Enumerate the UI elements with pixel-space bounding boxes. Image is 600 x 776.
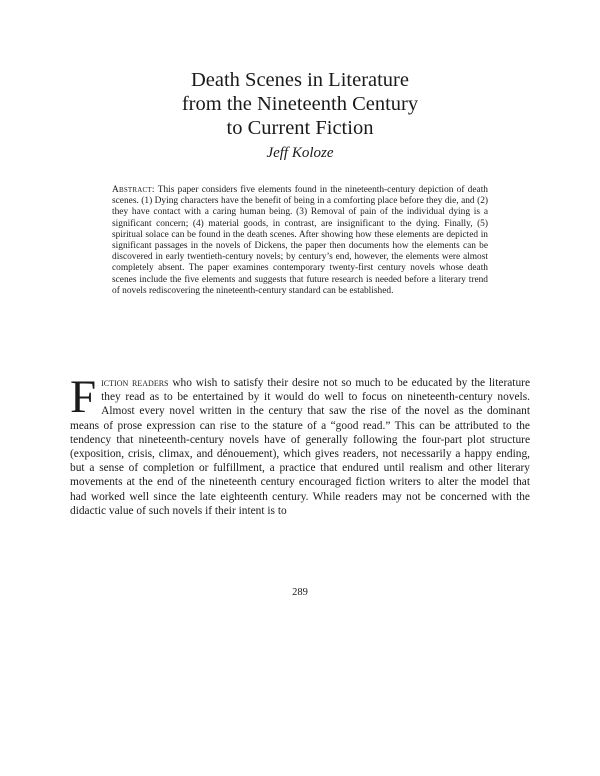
title-line-1: Death Scenes in Literature bbox=[190, 69, 409, 91]
title-line-2: from the Nineteenth Century bbox=[181, 93, 419, 115]
drop-cap: F bbox=[70, 371, 97, 423]
author-name: Jeff Koloze bbox=[266, 145, 334, 161]
abstract-text: This paper considers five elements found in the nineteenth-century depiction of death scenes. (1) Dying characters have the benefit of being in a comforting place before they die, and (2) they have contact with a caring human being. (3) Removal of pain of the individual dying is a significant concern; (4) material goods, in contrast, are insignificant to the dying. Finally, (5) spiritual solace can be found in the death scenes. After showing how these elements are depicted in significant passages in the novels of Dickens, the paper then documents how the elements can be discovered in early twentieth-century novels; by century’s end, however, the elements were almost completely absent. The paper examines contemporary twenty-first century novels whose death scenes include the five elements and suggests that future research is needed before a literary trend of novels rediscovering the nineteenth-century standard can be established. bbox=[112, 185, 488, 296]
body-text: who wish to satisfy their desire not so much to be educated by the literature they read as to be entertained by it would do well to focus on nineteenth-century novels. Almost every novel written in the century that saw the rise of the novel as the dominant means of prose expression can rise to the stature of a “good read.” This can be attributed to the tendency that nineteenth-century novels have of generally following the four-part plot structure (exposition, crisis, climax, and dénouement), which gives readers, not necessarily a happy ending, but a sense of completion or fulfillment, a practice that endured until realism and other literary movements at the end of the nineteenth century encouraged fiction writers to alter the model that had worked well since the late eighteenth century. While readers may not be concerned with the didactic value of such novels if their intent is to bbox=[70, 377, 530, 517]
title-line-3: to Current Fiction bbox=[226, 117, 374, 139]
abstract bbox=[112, 185, 488, 297]
body-paragraph bbox=[70, 371, 530, 518]
page-number: 289 bbox=[292, 587, 308, 598]
opening-small-caps: iction readers bbox=[101, 377, 169, 389]
paper-title bbox=[0, 68, 600, 140]
abstract-label: Abstract: bbox=[112, 185, 155, 195]
